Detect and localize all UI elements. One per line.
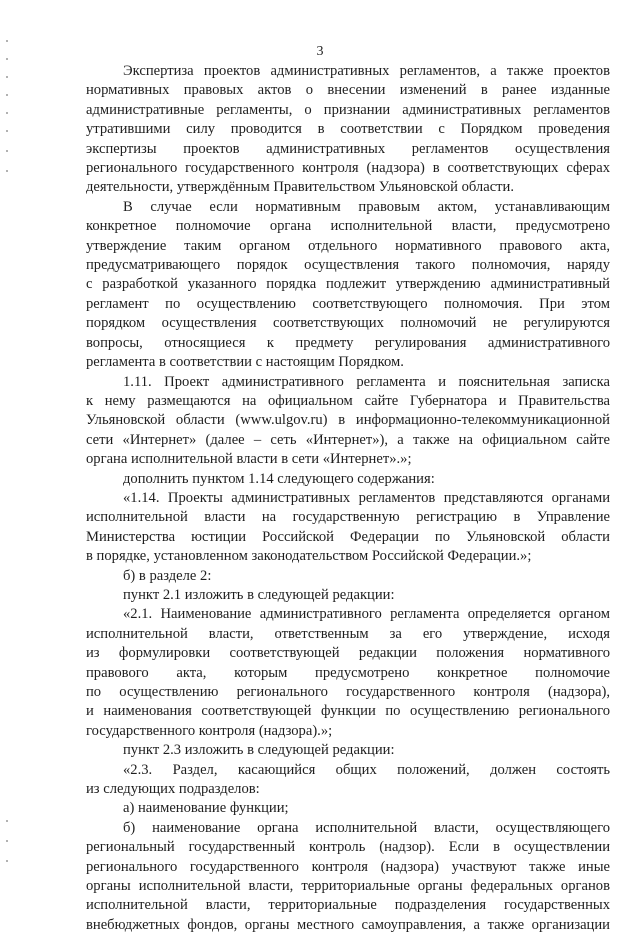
text-line: конкретное полномочие органа исполнительной власти, предусмотрено: [86, 218, 610, 235]
paragraph: [86, 605, 610, 741]
paragraph: [86, 761, 610, 800]
scan-edge-marks: [6, 0, 10, 905]
text-line: из следующих подразделов:: [86, 781, 260, 798]
text-line: исполнительной власти, ответственным за его утверждение, исходя: [86, 625, 610, 642]
text-line: Министерства юстиции Российской Федерации по Ульяновской области: [86, 528, 610, 545]
text-line: к нему размещаются на официальном сайте Губернатора и Правительства: [86, 392, 610, 409]
text-line: исполнительной власти, территориальные подразделения государственных: [86, 897, 610, 914]
paragraph: [86, 373, 610, 470]
text-line: Экспертиза проектов административных регламентов, а также проектов: [123, 63, 610, 79]
text-line: региональный государственный контроль (надзор). Если в осуществлении: [86, 839, 610, 856]
text-line: по осуществлению регионального государственного контроля (надзора),: [86, 684, 610, 700]
text-line: с разработкой указанного порядка подлежит утверждению административный: [86, 276, 610, 293]
paragraph: [86, 741, 610, 760]
paragraph: [86, 470, 610, 489]
text-line: административные регламенты, о признании административных регламентов: [86, 101, 610, 118]
text-line: В случае если нормативным правовым актом, устанавливающим: [123, 198, 610, 215]
text-line: деятельности, утверждённым Правительством Ульяновской области.: [86, 179, 515, 196]
paragraph: [86, 198, 610, 373]
paragraph: [86, 62, 610, 198]
text-line: предусматривающего порядок осуществления такого полномочия, наряду: [86, 257, 610, 274]
paragraph: [86, 799, 610, 818]
document-body: [86, 62, 610, 935]
text-line: государственного контроля (надзора).»;: [86, 722, 333, 739]
text-line: правового акта, которым предусмотрено конкретное полномочие: [86, 664, 610, 681]
text-line: сети «Интернет» (далее – сеть «Интернет»), а также на официальном сайте: [86, 431, 610, 448]
text-line: органа исполнительной власти в сети «Интернет».»;: [86, 451, 412, 468]
text-line: регламент по осуществлению соответствующего полномочия. При этом: [86, 295, 610, 312]
text-line: из формулировки соответствующей редакции положения нормативного: [86, 645, 610, 662]
text-line: б) в разделе 2:: [123, 567, 212, 584]
text-line: б) наименование органа исполнительной власти, осуществляющего: [123, 819, 610, 836]
paragraph: [86, 567, 610, 586]
page-number: 3: [316, 44, 324, 59]
text-line: дополнить пунктом 1.14 следующего содержания:: [123, 470, 435, 487]
text-line: порядком осуществления соответствующих полномочий не регулируются: [86, 315, 610, 332]
text-line: пункт 2.1 изложить в следующей редакции:: [123, 586, 395, 603]
text-line: регионального государственного контроля (надзора) в соответствующих сферах: [86, 160, 610, 177]
paragraph: [86, 819, 610, 935]
text-line: Ульяновской области (www.ulgov.ru) в информационно-телекоммуникационной: [86, 412, 610, 429]
text-line: внебюджетных фондов, органы местного самоуправления, а также организации: [86, 916, 610, 933]
text-line: вопросы, относящиеся к предмету регулирования административного: [86, 334, 610, 351]
text-line: нормативных правовых актов о внесении изменений в ранее изданные: [86, 82, 610, 99]
text-line: утратившими силу проводится в соответствии с Порядком проведения: [86, 121, 610, 138]
text-line: органы исполнительной власти, территориальные органы федеральных органов: [86, 878, 610, 895]
paragraph: [86, 586, 610, 605]
text-line: регламента в соответствии с настоящим Порядком.: [86, 354, 404, 371]
text-line: регионального государственного контроля (надзора) участвуют также иные: [86, 858, 610, 875]
text-line: «2.3. Раздел, касающийся общих положений, должен состоять: [123, 761, 610, 778]
text-line: исполнительной власти на государственную регистрацию в Управление: [86, 509, 610, 526]
text-line: в порядке, установленном законодательством Российской Федерации.»;: [86, 548, 532, 565]
text-line: утверждение таким органом отдельного нормативного правового акта,: [86, 237, 610, 254]
text-line: «2.1. Наименование административного регламента определяется органом: [123, 606, 610, 623]
text-line: «1.14. Проекты административных регламентов представляются органами: [123, 489, 610, 506]
text-line: пункт 2.3 изложить в следующей редакции:: [123, 742, 395, 759]
paragraph: [86, 489, 610, 567]
text-line: а) наименование функции;: [123, 800, 289, 817]
text-line: экспертизы проектов административных регламентов осуществления: [86, 140, 610, 157]
text-line: 1.11. Проект административного регламента и пояснительная записка: [123, 373, 610, 390]
text-line: и наименования соответствующей функции по осуществлению регионального: [86, 703, 610, 720]
